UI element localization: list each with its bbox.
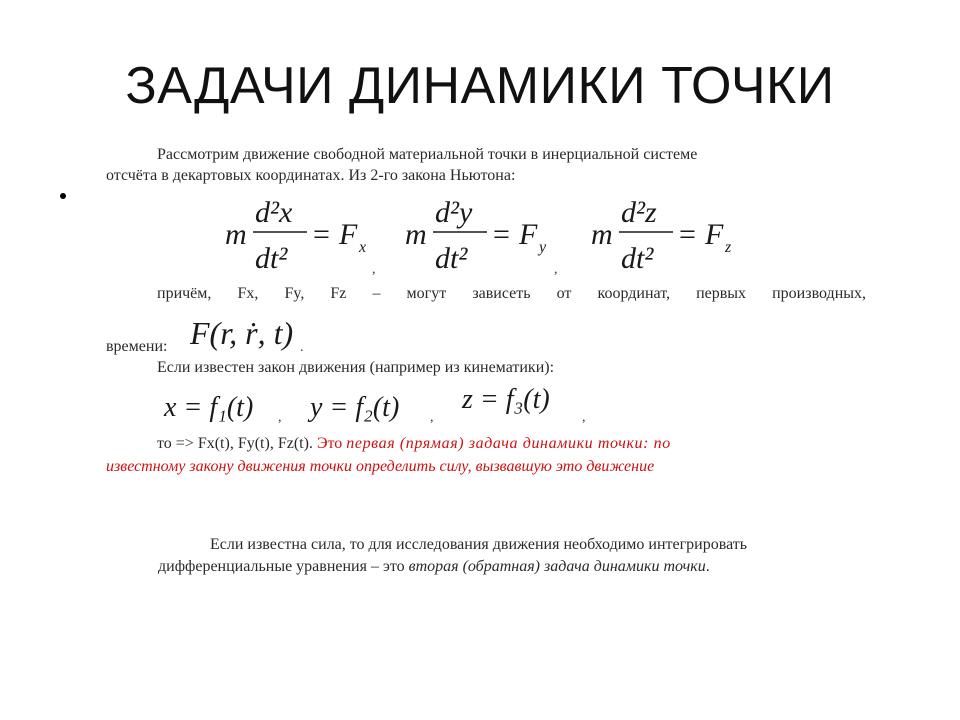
intro-line-1: Рассмотрим движение свободной материальной точки в инерциальной системе (157, 146, 698, 163)
first-task-italic-1: первая (прямая) задача динамики точки: по (346, 435, 671, 452)
eq-y-subscript: y (539, 239, 547, 256)
motion-separator-1: , (278, 410, 282, 425)
first-task-italic-2: известному закону движения точки определить силу, вызвавшую это движение (106, 458, 655, 475)
eq-y-denominator: dt² (435, 242, 468, 275)
eq-y-numerator: d²y (435, 196, 473, 229)
eq-separator-1: , (372, 262, 376, 277)
eq-z-force: F (705, 218, 724, 251)
eq-separator-2: , (554, 262, 558, 277)
eq-x-numerator: d²x (255, 196, 293, 229)
eq-y-mass: m (405, 218, 427, 251)
motion-law-x: x = f₁(t) (164, 392, 254, 423)
eq-y-force: F (519, 218, 538, 251)
eq-y-equals: = (493, 218, 510, 251)
first-task-line-1 (157, 434, 671, 454)
motion-separator-3: , (582, 410, 586, 425)
eq-x-force: F (339, 218, 358, 251)
force-end-dot: . (300, 340, 304, 355)
motion-law-z: z = f₃(t) (462, 384, 550, 415)
first-task-prefix: то => Fx(t), Fy(t), Fz(t). (157, 435, 313, 452)
eq-z-numerator: d²z (621, 196, 657, 229)
second-task-plain: дифференциальные уравнения – это (158, 558, 405, 575)
motion-law-y: y = f₂(t) (310, 392, 400, 423)
first-task-word: Это (316, 435, 343, 452)
force-expression-text: F(r, ṙ, t) (190, 315, 294, 351)
newton-equations (215, 196, 755, 280)
bullet-dot (60, 193, 66, 199)
second-task-end: . (705, 558, 710, 575)
eq-z-equals: = (679, 218, 696, 251)
motion-law (160, 384, 600, 428)
known-law-line: Если известен закон движения (например из кинематики): (157, 359, 555, 376)
eq-x-equals: = (313, 218, 330, 251)
eq-z-mass: m (591, 218, 613, 251)
motion-separator-2: , (430, 410, 434, 425)
second-task-italic: вторая (обратная) задача динамики точки (408, 558, 706, 575)
slide-title: ЗАДАЧИ ДИНАМИКИ ТОЧКИ (125, 57, 835, 115)
second-task-line-1: Если известна сила, то для исследования движения необходимо интегрировать (210, 536, 748, 553)
intro-line-2: отсчёта в декартовых координатах. Из 2-го закона Ньютона: (106, 167, 516, 184)
force-expression (186, 304, 306, 356)
eq-z-denominator: dt² (621, 242, 654, 275)
eq-x-subscript: x (359, 239, 367, 256)
second-task-line-2 (158, 557, 710, 577)
eq-z-subscript: z (725, 239, 732, 256)
eq-x-mass: m (225, 218, 247, 251)
dependence-line: причём, Fx, Fy, Fz – могут зависеть от координат, первых производных, (157, 285, 866, 302)
eq-x-denominator: dt² (255, 242, 288, 275)
time-label: времени: (106, 338, 168, 355)
